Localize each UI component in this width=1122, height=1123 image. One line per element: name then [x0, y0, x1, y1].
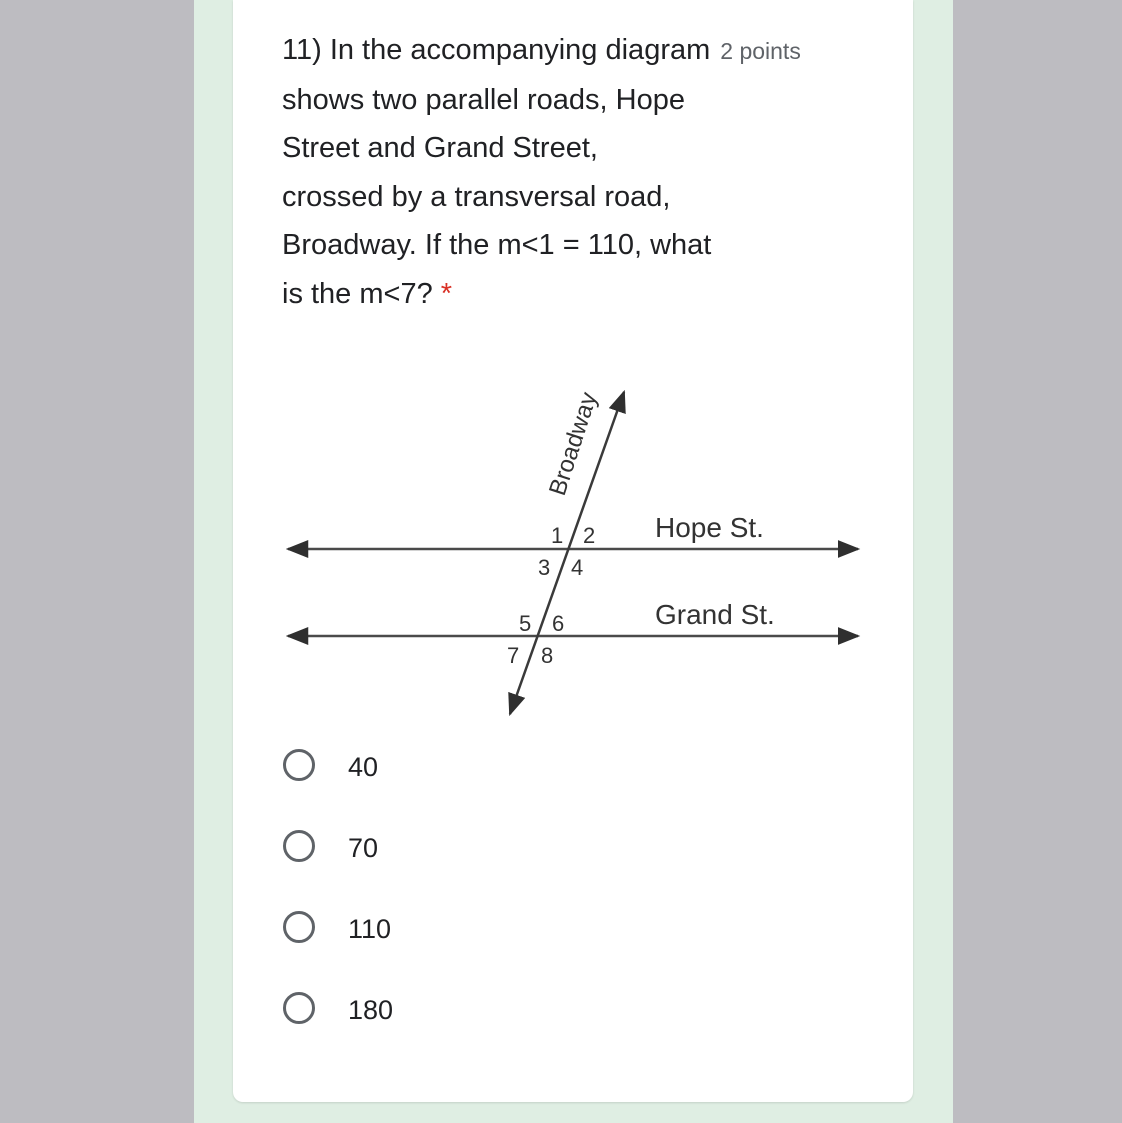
angle-label-5: 5 [519, 611, 532, 636]
option-label: 70 [348, 833, 379, 863]
question-line-3: Street and Grand Street, [282, 132, 598, 164]
question-line-5: Broadway. If the m<1 = 110, what [282, 229, 712, 261]
angle-label-1: 1 [551, 523, 564, 548]
angle-label-3: 3 [538, 555, 551, 580]
question-line-1: 11) In the accompanying diagram [282, 34, 711, 66]
option-label: 180 [348, 995, 394, 1025]
question-line-4: crossed by a transversal road, [282, 180, 671, 213]
radio-button[interactable] [283, 749, 315, 781]
radio-button[interactable] [283, 830, 315, 862]
angle-label-2: 2 [583, 523, 596, 548]
grand-street-label: Grand St. [655, 599, 775, 630]
angle-label-4: 4 [571, 555, 584, 580]
angle-label-6: 6 [552, 611, 565, 636]
angle-label-8: 8 [541, 643, 554, 668]
option-label: 40 [348, 752, 379, 782]
option-label: 110 [348, 914, 392, 944]
radio-button[interactable] [283, 911, 315, 943]
points-label: 2 points [720, 38, 801, 64]
question-line-6: is the m<7? [282, 277, 433, 310]
question-line-2: shows two parallel roads, Hope [282, 83, 685, 116]
hope-street-label: Hope St. [655, 512, 764, 543]
angle-label-7: 7 [507, 643, 520, 668]
broadway-label: Broadway [544, 389, 603, 499]
required-asterisk: * [440, 277, 453, 310]
radio-button[interactable] [283, 992, 315, 1024]
